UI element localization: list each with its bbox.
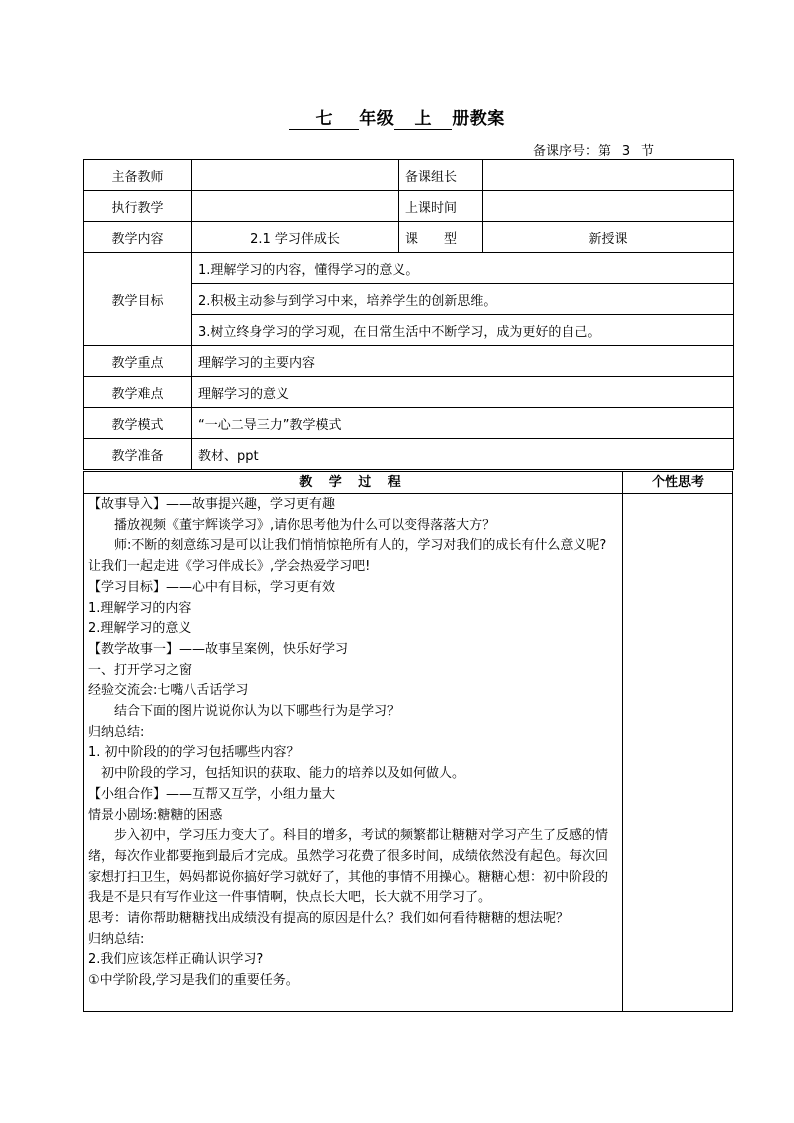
group-leader-label: 备课组长 xyxy=(399,160,483,191)
difficult-point-label: 教学难点 xyxy=(84,377,192,408)
content-value: 2.1 学习伴成长 xyxy=(192,222,399,253)
section-heading: 【故事导入】——故事提兴趣，学习更有趣 xyxy=(88,497,336,512)
exec-teacher-field[interactable] xyxy=(192,191,399,222)
lesson-number: 备课序号：第 3 节 xyxy=(533,144,655,159)
subheading: 情景小剧场:糖糖的困惑 xyxy=(88,807,223,823)
list-item: 2.理解学习的意义 xyxy=(88,621,192,637)
goal-item: 3.树立终身学习的学习观，在日常生活中不断学习，成为更好的自己。 xyxy=(192,315,734,346)
summary-label: 归纳总结: xyxy=(88,724,145,740)
main-teacher-field[interactable] xyxy=(192,160,399,191)
paragraph: 结合下面的图片说说你认为以下哪些行为是学习？ xyxy=(114,704,401,720)
term-blank: 上 xyxy=(394,104,452,130)
teaching-process-section xyxy=(83,471,733,1012)
subheading: 一、打开学习之窗 xyxy=(88,662,193,678)
section-heading: 【学习目标】——心中有目标，学习更有效 xyxy=(88,579,336,595)
group-leader-field[interactable] xyxy=(483,160,734,191)
process-body xyxy=(88,495,618,992)
paragraph: 师:不断的刻意练习是可以让我们悄悄惊艳所有人的，学习对我们的成长有什么意义呢?让我们一起走进《学习伴成长》,学会热爱学习吧! xyxy=(88,538,607,575)
term-suffix: 册教案 xyxy=(452,109,505,129)
question: 思考：请你帮助糖糖找出成绩没有提高的原因是什么？我们如何看待糖糖的想法呢？ xyxy=(88,911,570,927)
process-header xyxy=(84,472,732,494)
preparation-value: 教材、ppt xyxy=(192,439,734,470)
key-point-value: 理解学习的主要内容 xyxy=(192,346,734,377)
preparation-label: 教学准备 xyxy=(84,439,192,470)
question: 1. 初中阶段的的学习包括哪些内容？ xyxy=(88,745,300,761)
difficult-point-value: 理解学习的意义 xyxy=(192,377,734,408)
subheading: 经验交流会:七嘴八舌话学习 xyxy=(88,683,249,699)
goal-item: 2.积极主动参与到学习中来，培养学生的创新思维。 xyxy=(192,284,734,315)
goal-item: 1.理解学习的内容，懂得学习的意义。 xyxy=(192,253,734,284)
key-point-label: 教学重点 xyxy=(84,346,192,377)
page-title xyxy=(0,104,794,130)
column-divider xyxy=(622,493,623,1012)
type-label: 课 型 xyxy=(399,222,483,253)
process-heading: 教 学 过 程 xyxy=(84,472,623,493)
content-label: 教学内容 xyxy=(84,222,192,253)
section-heading: 【教学故事一】——故事呈案例，快乐好学习 xyxy=(88,641,349,657)
class-time-field[interactable] xyxy=(483,191,734,222)
teaching-mode-value: “一心二导三力”教学模式 xyxy=(192,408,734,439)
thinking-heading: 个性思考 xyxy=(651,475,704,490)
paragraph: 播放视频《董宇辉谈学习》,请你思考他为什么可以变得落落大方？ xyxy=(114,517,496,533)
section-heading: 【小组合作】——互帮又互学，小组力量大 xyxy=(88,786,336,802)
lesson-header-table xyxy=(83,159,734,470)
list-item: ①中学阶段,学习是我们的重要任务。 xyxy=(88,973,299,989)
answer: 初中阶段的学习，包括知识的获取、能力的培养以及如何做人。 xyxy=(101,766,466,782)
lesson-number-value: 3 xyxy=(611,144,641,160)
goals-label: 教学目标 xyxy=(84,253,192,346)
type-value: 新授课 xyxy=(483,222,734,253)
exec-teacher-label: 执行教学 xyxy=(84,191,192,222)
main-teacher-label: 主备教师 xyxy=(84,160,192,191)
summary-label: 归纳总结: xyxy=(88,931,145,947)
grade-blank: 七 xyxy=(289,104,359,130)
list-item: 1.理解学习的内容 xyxy=(88,600,192,616)
class-time-label: 上课时间 xyxy=(399,191,483,222)
teaching-mode-label: 教学模式 xyxy=(84,408,192,439)
question: 2.我们应该怎样正确认识学习? xyxy=(88,952,264,968)
grade-suffix: 年级 xyxy=(359,109,395,129)
paragraph: 步入初中，学习压力变大了。科目的增多，考试的频繁都让糖糖对学习产生了反感的情绪，每次作业都要拖到最后才完成。虽然学习花费了很多时间，成绩依然没有起色。每次回家想打扫卫生，妈妈都说你搞好学习就好了，其他的事情不用操心。糖糖心想：初中阶段的我是不是只有写作业这一件事情啊，快点长大吧，长大就不用学习了。 xyxy=(88,828,609,906)
